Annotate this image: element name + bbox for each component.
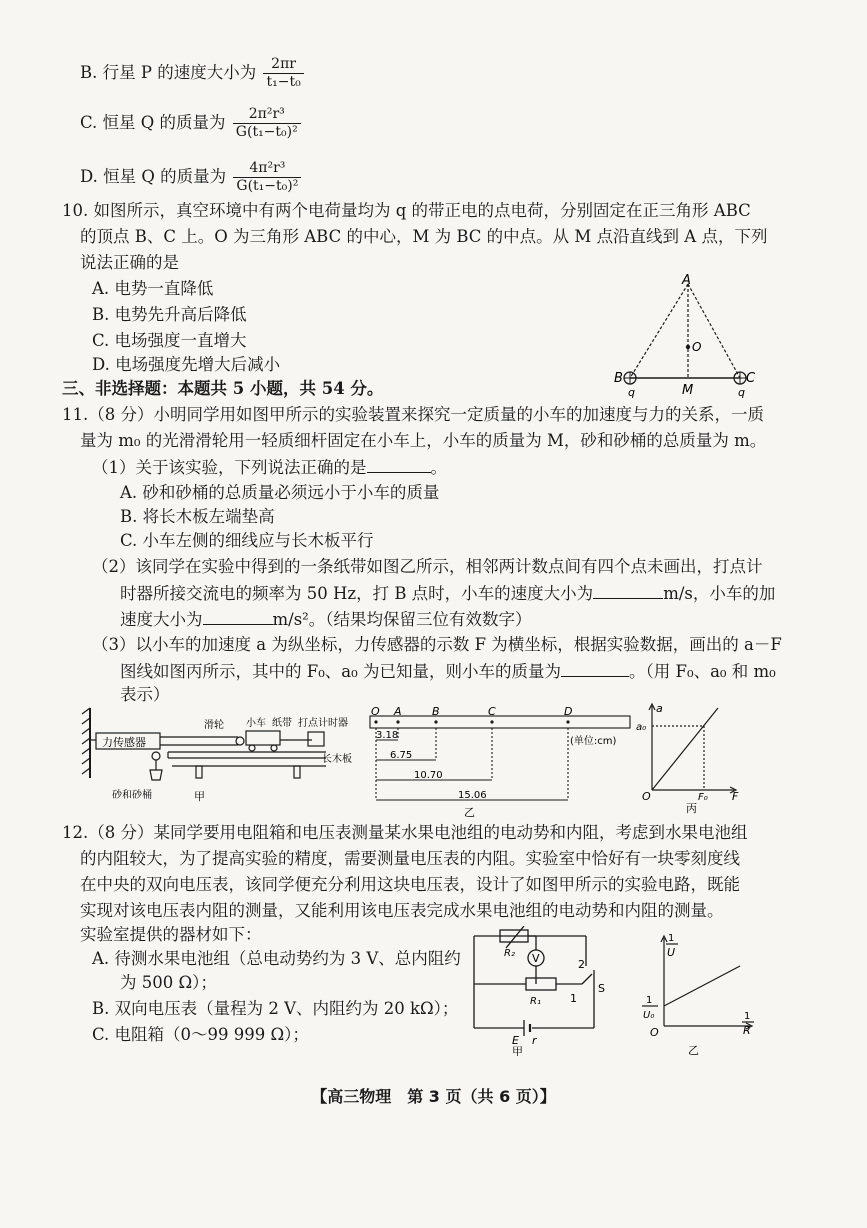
q11-part1-option-c: C. 小车左侧的细线应与长木板平行 (120, 531, 374, 550)
switch-blade (582, 974, 592, 984)
fraction-numerator: 4π²r³ (233, 160, 301, 178)
charge-b-plus-icon (624, 372, 636, 384)
q10-option-b: B. 电势先升高后降低 (92, 305, 247, 324)
switch-pos-1: 1 (570, 992, 577, 1005)
sand-bucket-icon (150, 770, 162, 780)
graph-line (664, 966, 740, 1006)
tape-label-d: D (564, 706, 573, 718)
battery-label-e: E (512, 1034, 519, 1047)
label-a: A (682, 273, 691, 288)
tape-label-o: O (371, 706, 380, 718)
label-force-sensor: 力传感器 (102, 736, 146, 749)
axis-label-one-r: 1 (744, 1011, 751, 1022)
intercept-label-one: 1 (646, 995, 653, 1006)
timer-box (308, 732, 324, 746)
answer-blank[interactable] (203, 608, 273, 625)
tape-strip (370, 716, 630, 728)
q9-option-d-text: D. 恒星 Q 的质量为 (80, 167, 227, 186)
q11-part2-line3 (120, 608, 532, 631)
q11-part2-line1: （2）该同学在实验中得到的一条纸带如图乙所示，相邻两计数点间有四个点未画出，打点计 (92, 557, 763, 576)
q12-graph (636, 926, 766, 1062)
wall-hatch (82, 708, 90, 774)
q12-option-a-line1: A. 待测水果电池组（总电动势约为 3 V、总内阻约 (92, 949, 461, 968)
pulley-icon (236, 737, 244, 745)
tape-unit: (单位:cm) (570, 736, 617, 747)
q9-option-c (80, 106, 301, 141)
triangle-side-ac (688, 284, 740, 378)
q9-option-d (80, 160, 301, 195)
q11-part3-line1: （3）以小车的加速度 a 为纵坐标，力传感器的示数 F 为横坐标，根据实验数据，画出的 a－F (92, 635, 782, 654)
section-heading: 三、非选择题：本题共 5 小题，共 54 分。 (62, 379, 384, 398)
q10-line3: 说法正确的是 (80, 253, 179, 272)
tape-distance-3: 10.70 (414, 770, 443, 781)
q11-part2-text: 速度大小为 (120, 610, 203, 629)
graph-origin: O (650, 1026, 659, 1039)
fraction-denominator: G(t₁−t₀)² (235, 124, 298, 140)
tape-distance-4: 15.06 (458, 790, 487, 801)
q12-option-a-line2: 为 500 Ω）； (120, 973, 217, 992)
caption-jia: 甲 (512, 1045, 523, 1056)
switch-pos-2: 2 (578, 958, 585, 971)
q11-line1: 11.（8 分）小明同学用如图甲所示的实验装置来探究一定质量的小车的加速度与力的关系，一质 (62, 405, 764, 424)
answer-blank[interactable] (367, 456, 431, 473)
answer-blank[interactable] (593, 582, 663, 599)
label-board: 长木板 (322, 754, 352, 765)
q12-option-c: C. 电阻箱（0～99 999 Ω）； (92, 1025, 309, 1044)
q11-part2-text: 时器所接交流电的频率为 50 Hz，打 B 点时，小车的速度大小为 (120, 584, 594, 603)
label-c: C (746, 371, 756, 386)
fraction-numerator: 2πr (263, 56, 303, 74)
voltmeter-label: V (532, 952, 540, 965)
label-car: 小车 (246, 718, 266, 729)
label-b: B (614, 371, 623, 386)
fraction-numerator: 2π²r³ (233, 106, 301, 124)
graph-label-a: a (656, 702, 663, 715)
caption-yi: 乙 (688, 1044, 699, 1057)
q11-part1-option-b: B. 将长木板左端垫高 (120, 507, 275, 526)
q11-part1-text: （1）关于该实验，下列说法正确的是 (92, 458, 367, 477)
q11-line2: 量为 m₀ 的光滑滑轮用一轻质细杆固定在小车上，小车的质量为 M，砂和砂桶的总质量为 m。 (80, 431, 767, 450)
q9-option-b-fraction (263, 56, 303, 91)
af-line (652, 708, 718, 790)
car-box (246, 731, 280, 745)
r2-variable-arrow (506, 926, 524, 948)
switch-label-s: S (598, 982, 605, 995)
label-tape: 纸带 (272, 718, 292, 729)
q9-option-c-text: C. 恒星 Q 的质量为 (80, 113, 226, 132)
q11-apparatus-figure (76, 706, 366, 806)
tape-label-c: C (488, 706, 496, 718)
graph-label-o: O (642, 790, 651, 803)
q11-part2-unit: m/s，小车的加 (663, 584, 776, 603)
q11-part3-line2 (120, 660, 776, 683)
caption-jia: 甲 (194, 790, 205, 803)
q12-line3: 在中央的双向电压表，该同学便充分利用这块电压表，设计了如图甲所示的实验电路，既能 (80, 875, 740, 894)
r1-label: R₁ (530, 996, 541, 1007)
tape-label-b: B (432, 706, 440, 718)
answer-blank[interactable] (561, 660, 629, 677)
fraction-denominator: t₁−t₀ (266, 74, 301, 90)
q11-af-graph (636, 700, 748, 816)
q11-part1 (92, 456, 447, 479)
r2-label: R₂ (504, 948, 515, 959)
q9-option-b-text: B. 行星 P 的速度大小为 (80, 63, 257, 82)
label-timer: 打点计时器 (298, 718, 348, 729)
page-footer: 【高三物理 第 3 页（共 6 页）】 (311, 1087, 556, 1106)
q10-option-a: A. 电势一直降低 (92, 279, 214, 298)
label-q-c: q (738, 386, 745, 399)
q11-part3-text-end: 。（用 F₀、a₀ 和 m₀ (629, 662, 776, 681)
point-o (686, 345, 690, 349)
q11-part3-line3: 表示） (120, 685, 170, 704)
label-o: O (692, 340, 702, 354)
q9-option-b (80, 56, 304, 91)
graph-label-f: F (732, 790, 739, 803)
triangle-side-ab (630, 284, 688, 378)
label-q-b: q (628, 386, 635, 399)
axis-label-u: U (667, 946, 676, 959)
q11-part2-unit: m/s²。（结果均保留三位有效数字） (272, 610, 532, 629)
r1-resistor-box (526, 978, 556, 990)
q11-tape-figure (366, 706, 636, 818)
q10-triangle-figure (608, 270, 768, 400)
q12-circuit-figure (466, 926, 626, 1056)
q10-option-d: D. 电场强度先增大后减小 (92, 355, 281, 374)
tape-distance-2: 6.75 (390, 750, 413, 761)
label-m: M (682, 383, 694, 398)
q9-option-d-fraction (233, 160, 301, 195)
q10-line2: 的顶点 B、C 上。O 为三角形 ABC 的中心，M 为 BC 的中点。从 M 点沿直线到 A 点，下列 (80, 227, 768, 246)
fraction-denominator: G(t₁−t₀)² (236, 178, 299, 194)
q11-part1-end: 。 (430, 458, 447, 477)
graph-label-a0: a₀ (636, 722, 647, 733)
q12-line4: 实现对该电压表内阻的测量，又能利用该电压表完成水果电池组的电动势和内阻的测量。 (80, 901, 724, 920)
label-sand-bucket: 砂和砂桶 (112, 790, 152, 801)
q12-line5: 实验室提供的器材如下： (80, 925, 262, 944)
battery-label-r: r (532, 1034, 537, 1047)
q10-option-c: C. 电场强度一直增大 (92, 331, 247, 350)
q9-option-c-fraction (233, 106, 301, 141)
tape-distance-1: 3.18 (376, 730, 399, 741)
q11-part3-text: 图线如图丙所示，其中的 F₀、a₀ 为已知量，则小车的质量为 (120, 662, 562, 681)
q11-part2-line2 (120, 582, 775, 605)
caption-bing: 丙 (686, 802, 697, 815)
q12-option-b: B. 双向电压表（量程为 2 V、内阻约为 20 kΩ）； (92, 999, 459, 1018)
caption-yi: 乙 (464, 806, 475, 818)
axis-label-r: R (743, 1024, 751, 1037)
tape-label-a: A (394, 706, 402, 718)
q12-line2: 的内阻较大，为了提高实验的精度，需要测量电压表的内阻。实验室中恰好有一块零刻度线 (80, 849, 740, 868)
q10-line1: 10. 如图所示，真空环境中有两个电荷量均为 q 的带正电的点电荷，分别固定在正三角形 ABC (62, 201, 751, 220)
axis-label-one: 1 (668, 933, 675, 944)
intercept-label-u0: U₀ (643, 1010, 655, 1021)
q12-line1: 12.（8 分）某同学要用电阻箱和电压表测量某水果电池组的电动势和内阻，考虑到水果电池组 (62, 823, 748, 842)
q11-part1-option-a: A. 砂和砂桶的总质量必须远小于小车的质量 (120, 483, 440, 502)
graph-label-f0: F₀ (698, 792, 708, 803)
label-pulley: 滑轮 (204, 720, 224, 731)
charge-c-plus-icon (734, 372, 746, 384)
